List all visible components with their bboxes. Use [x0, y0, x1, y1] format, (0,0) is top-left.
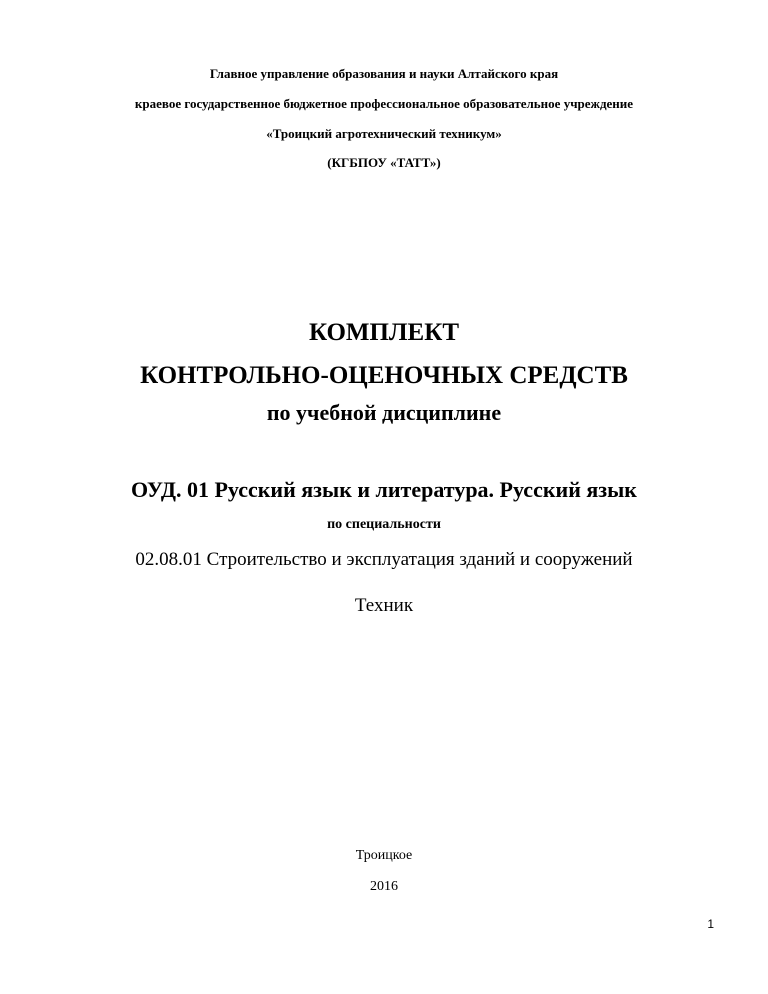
institution-type: краевое государственное бюджетное профессиональное образовательное учреждение [134, 96, 634, 111]
discipline-name: ОУД. 01 Русский язык и литература. Русский язык [131, 477, 637, 502]
title-discipline-label: по учебной дисциплине [266, 400, 502, 425]
institution-name: «Троицкий агротехнический техникум» [266, 126, 502, 141]
title-kos: КОНТРОЛЬНО-ОЦЕНОЧНЫХ СРЕДСТВ [140, 362, 628, 389]
page-number: 1 [707, 917, 714, 931]
specialty-label: по специальности [327, 517, 441, 532]
title-komplekt: КОМПЛЕКТ [308, 319, 460, 346]
qualification: Техник [354, 595, 414, 616]
year: 2016 [370, 879, 398, 894]
specialty-name: 02.08.01 Строительство и эксплуатация зданий и сооружений [135, 549, 633, 570]
institution-abbreviation: (КГБПОУ «ТАТТ») [327, 155, 441, 170]
ministry-name: Главное управление образования и науки Алтайского края [209, 66, 559, 81]
city: Троицкое [355, 848, 413, 863]
